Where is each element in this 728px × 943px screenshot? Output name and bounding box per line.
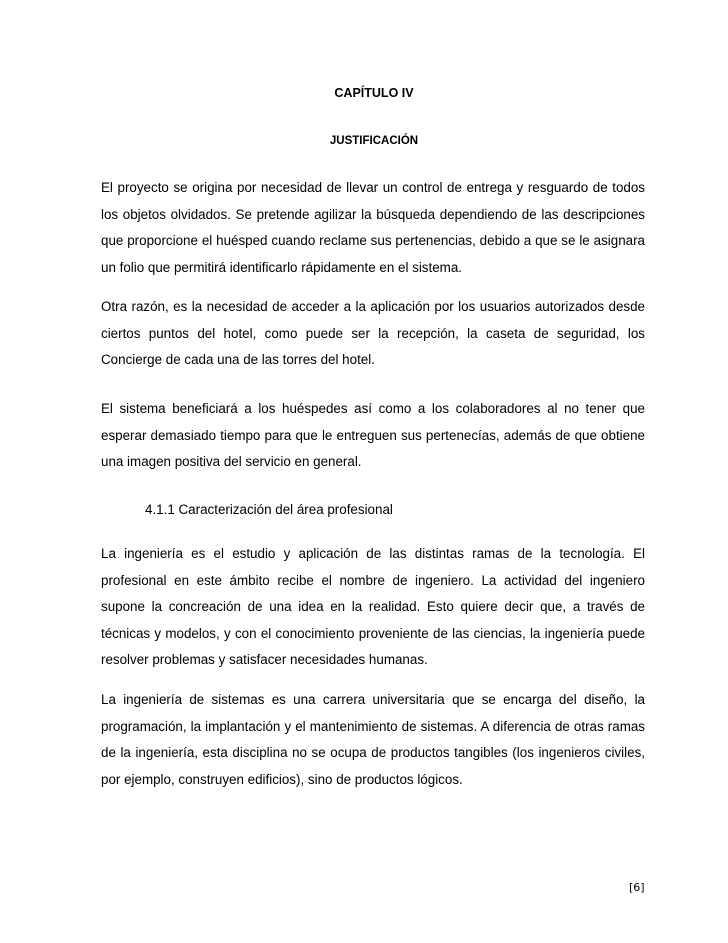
paragraph-access-reason: Otra razón, es la necesidad de acceder a la aplicación por los usuarios autorizados desde ciertos puntos del hotel, como puede ser la recepción, la caseta de seguridad, los Concierge de cada una de las torres del hotel. [101,299,645,368]
section-title: JUSTIFICACIÓN [329,135,419,147]
paragraph-systems-engineering: La ingeniería de sistemas es una carrera universitaria que se encarga del diseño, la programación, la implantación y el mantenimiento de sistemas. A diferencia de otras ramas de la ingeniería, esta disciplina no se ocupa de productos tangibles (los ingenieros civiles, por ejemplo, construyen edificios), sino de productos lógicos. [101,692,645,787]
paragraph-engineering-definition: La ingeniería es el estudio y aplicación de las distintas ramas de la tecnología. El profesional en este ámbito recibe el nombre de ingeniero. La actividad del ingeniero supone la concreación de una idea en la realidad. Esto quiere decir que, a través de técnicas y modelos, y con el conocimiento proveniente de las ciencias, la ingeniería puede resolver problemas y satisfacer necesidades humanas. [101,546,645,668]
paragraph-system-benefit: El sistema beneficiará a los huéspedes así como a los colaboradores al no tener que esperar demasiado tiempo para que le entreguen sus pertenecías, además de que obtiene una imagen positiva del servicio en general. [101,401,645,470]
page-number: [6] [629,881,645,894]
paragraph-project-origin: El proyecto se origina por necesidad de llevar un control de entrega y resguardo de todos los objetos olvidados. Se pretende agilizar la búsqueda dependiendo de las descripciones que proporcione el huésped cuando reclame sus pertenencias, debido a que se le asignara un folio que permitirá identificarlo rápidamente en el sistema. [101,180,645,275]
subsection-heading: 4.1.1 Caracterización del área profesional [145,502,393,517]
chapter-title: CAPÍTULO IV [334,86,414,100]
